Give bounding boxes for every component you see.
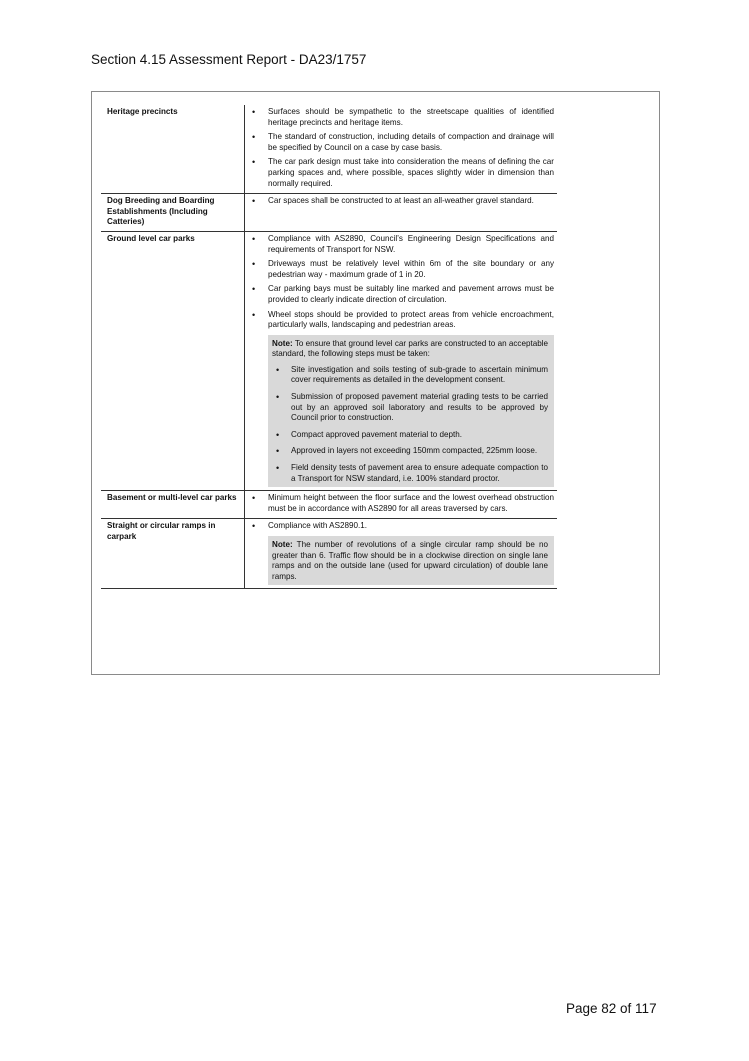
list-item: • Car spaces shall be constructed to at least an all-weather gravel standard.	[249, 196, 554, 207]
note-box	[268, 536, 554, 585]
list-item: • Wheel stops should be provided to protect areas from vehicle encroachment, particularly walls, landscaping and pedestrian areas.	[249, 310, 554, 331]
note-label: Note:	[272, 338, 293, 348]
note-label: Note:	[272, 540, 293, 549]
page-header-title: Section 4.15 Assessment Report - DA23/1757	[91, 52, 367, 67]
table-row	[101, 231, 557, 490]
row-label: Dog Breeding and Boarding Establishments (Including Catteries)	[101, 194, 245, 232]
bullet-list	[249, 521, 554, 532]
list-item: • Car parking bays must be suitably line marked and pavement arrows must be provided to clearly indicate direction of circulation.	[249, 284, 554, 305]
table-row	[101, 491, 557, 519]
requirements-table	[101, 105, 557, 589]
row-content	[245, 491, 558, 519]
row-label: Basement or multi-level car parks	[101, 491, 245, 519]
note-bullet-list	[272, 365, 548, 484]
note-text: The number of revolutions of a single circular ramp should be no greater than 6. Traffic flow should be in a clockwise direction on single lane ramps and on the outside lane (used for upward circulation) of double lane ramps.	[272, 540, 549, 581]
list-item: • Compliance with AS2890.1.	[249, 521, 554, 532]
row-label: Ground level car parks	[101, 231, 245, 490]
note-list-item: • Approved in layers not exceeding 150mm compacted, 225mm loose.	[272, 446, 548, 457]
note-list-item: • Site investigation and soils testing of sub-grade to ascertain minimum cover requirements as detailed in the development consent.	[272, 365, 548, 386]
note-text: To ensure that ground level car parks are constructed to an acceptable standard, the following steps must be taken:	[272, 338, 548, 359]
note-list-item: • Field density tests of pavement area to ensure adequate compaction to a Transport for NSW standard, i.e. 100% standard proctor.	[272, 463, 548, 484]
list-item: • Compliance with AS2890, Council’s Engineering Design Specifications and requirements of Transport for NSW.	[249, 234, 554, 255]
row-label: Straight or circular ramps in carpark	[101, 519, 245, 589]
row-label: Heritage precincts	[101, 105, 245, 194]
row-content	[245, 194, 558, 232]
row-content	[245, 231, 558, 490]
row-content	[245, 105, 558, 194]
list-item: • The car park design must take into consideration the means of defining the car parking spaces and, where possible, spaces slightly wider in dimension than normally required.	[249, 157, 554, 189]
bullet-list	[249, 196, 554, 207]
bullet-list	[249, 493, 554, 514]
table-row	[101, 519, 557, 589]
page-number: Page 82 of 117	[566, 1001, 657, 1016]
table-row	[101, 105, 557, 194]
table-row	[101, 194, 557, 232]
list-item: • Driveways must be relatively level within 6m of the site boundary or any pedestrian way - maximum grade of 1 in 20.	[249, 259, 554, 280]
note-list-item: • Submission of proposed pavement material grading tests to be carried out by an approved soil laboratory and results to be approved by Council prior to construction.	[272, 392, 548, 424]
note-box	[268, 335, 554, 488]
list-item: • The standard of construction, including details of compaction and drainage will be specified by Council on a case by case basis.	[249, 132, 554, 153]
list-item: • Surfaces should be sympathetic to the streetscape qualities of identified heritage precincts and heritage items.	[249, 107, 554, 128]
bullet-list	[249, 107, 554, 189]
row-content	[245, 519, 558, 589]
bullet-list	[249, 234, 554, 331]
list-item: • Minimum height between the floor surface and the lowest overhead obstruction must be in accordance with AS2890 for all areas traversed by cars.	[249, 493, 554, 514]
note-list-item: • Compact approved pavement material to depth.	[272, 430, 548, 441]
